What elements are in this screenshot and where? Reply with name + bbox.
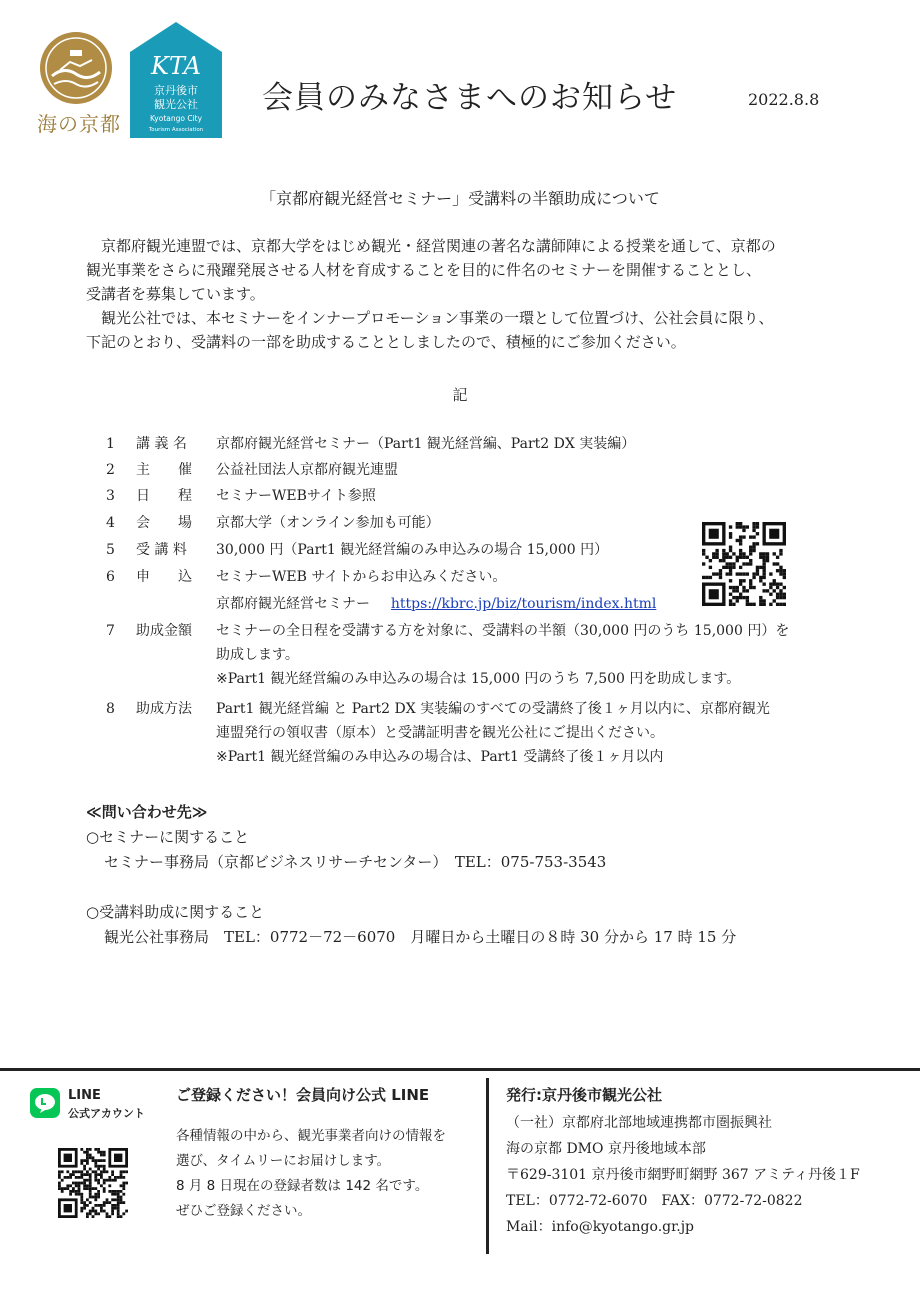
line-signup-body xyxy=(176,1124,446,1224)
line-qr-code-icon[interactable] xyxy=(58,1148,128,1218)
line-body-line: ぜひご登録ください。 xyxy=(176,1203,311,1219)
page-title: 会員のみなさまへのお知らせ xyxy=(262,80,678,116)
publisher-line: （一社）京都府北部地域連携都市圏振興社 xyxy=(506,1115,772,1131)
kyotango-tourism-logo xyxy=(130,22,222,138)
line-logo-text: LINE xyxy=(68,1088,101,1103)
line-body-line: 選び、タイムリーにお届けします。 xyxy=(176,1153,391,1169)
item-value-line: セミナーの全日程を受講する方を対象に、受講料の半額（30,000 円のうち 15,000 円）を xyxy=(216,623,790,639)
ki-heading: 記 xyxy=(452,386,468,404)
umi-no-kyoto-logo xyxy=(34,32,120,142)
item-value: 公益社団法人京都府観光連盟 xyxy=(216,462,398,478)
intro-line: 京都府観光連盟では、京都大学をはじめ観光・経営関連の著名な講師陣による授業を通して、京都の xyxy=(101,237,776,255)
footer-divider xyxy=(0,1068,920,1071)
item-value-line: ※Part1 観光経営編のみ申込みの場合は 15,000 円のうち 7,500 円を助成します。 xyxy=(216,671,741,687)
publisher-line: 海の京都 DMO 京丹後地域本部 xyxy=(506,1141,706,1157)
apply-link-prefix: 京都府観光経営セミナー xyxy=(216,596,370,612)
item-value: 京都大学（オンライン参加も可能） xyxy=(216,515,440,531)
item-number: 6 xyxy=(106,569,115,585)
item-label: 助成金額 xyxy=(136,623,192,639)
seminar-website-link[interactable]: https://kbrc.jp/biz/tourism/index.html xyxy=(390,596,657,612)
item-label: 受 講 料 xyxy=(136,542,187,558)
item-number: 4 xyxy=(106,515,115,531)
contact-subsidy-title: ○受講料助成に関すること xyxy=(86,903,265,921)
intro-line: 下記のとおり、受講料の一部を助成することとしましたので、積極的にご参加ください。 xyxy=(86,333,686,351)
line-icon xyxy=(30,1088,60,1118)
intro-paragraph-1 xyxy=(86,234,846,354)
item-label: 主 催 xyxy=(136,462,192,478)
item-label: 助成方法 xyxy=(136,701,192,717)
subject-heading: 「京都府観光経営セミナー」受講料の半額助成について xyxy=(260,189,660,208)
contact-section xyxy=(86,800,736,950)
umi-no-kyoto-emblem-icon xyxy=(40,32,112,104)
publisher-title: 発行:京丹後市観光公社 xyxy=(506,1086,662,1104)
logo-line-2: 観光公社 xyxy=(154,98,198,111)
contact-seminar-title: ○セミナーに関すること xyxy=(86,828,250,846)
logo-mark-text: KTA xyxy=(151,52,201,80)
item-label: 会 場 xyxy=(136,515,192,531)
item-label: 申 込 xyxy=(136,569,192,585)
item-number: 1 xyxy=(106,436,115,452)
publisher-email: Mail：info@kyotango.gr.jp xyxy=(506,1219,695,1235)
line-signup-title: ご登録ください！会員向け公式 LINE xyxy=(176,1086,430,1104)
line-body-line: 各種情報の中から、観光事業者向けの情報を xyxy=(176,1128,446,1144)
contact-heading: ≪問い合わせ先≫ xyxy=(86,803,208,821)
item-value xyxy=(216,697,856,769)
logo-line-3: Kyotango City xyxy=(149,114,203,123)
issue-date: 2022.8.8 xyxy=(748,90,820,109)
line-official-account-logo xyxy=(30,1088,170,1124)
item-value-line: 助成します。 xyxy=(216,647,299,663)
seminar-qr-code-icon xyxy=(702,522,786,606)
item-number: 3 xyxy=(106,488,115,504)
item-value-line: 連盟発行の領収書（原本）と受講証明書を観光公社にご提出ください。 xyxy=(216,725,664,741)
item-value: 京都府観光経営セミナー（Part1 観光経営編、Part2 DX 実装編） xyxy=(216,436,636,452)
item-value: セミナーWEBサイト参照 xyxy=(216,488,376,504)
contact-subsidy-detail: 観光公社事務局 TEL：0772－72－6070 月曜日から土曜日の８時 30 分から 17 時 15 分 xyxy=(104,928,737,946)
item-value: 30,000 円（Part1 観光経営編のみ申込みの場合 15,000 円） xyxy=(216,542,609,558)
intro-line: 観光事業をさらに飛躍発展させる人材を育成することを目的に件名のセミナーを開催することとし、 xyxy=(86,261,762,279)
item-number: 7 xyxy=(106,623,115,639)
umi-no-kyoto-logo-text: 海の京都 xyxy=(37,112,121,136)
intro-line: 受講者を募集しています。 xyxy=(86,285,265,303)
logo-line-4: Tourism Association xyxy=(148,127,204,133)
item-number: 8 xyxy=(106,701,115,717)
publisher-line: 〒629-3101 京丹後市網野町網野 367 アミティ丹後１F xyxy=(506,1167,860,1183)
item-label: 日 程 xyxy=(136,488,192,504)
footer-vertical-divider xyxy=(486,1078,489,1254)
line-body-line: 8 月 8 日現在の登録者数は 142 名です。 xyxy=(176,1178,429,1194)
item-value xyxy=(216,619,856,691)
contact-seminar-detail: セミナー事務局（京都ビジネスリサーチセンター） TEL：075-753-3543 xyxy=(104,853,607,871)
item-value-line: Part1 観光経営編 と Part2 DX 実装編のすべての受講終了後１ヶ月以内に、京都府観光 xyxy=(216,701,770,717)
item-number: 5 xyxy=(106,542,115,558)
line-logo-subtext: 公式アカウント xyxy=(68,1107,145,1120)
publisher-line: TEL：0772-72-6070 FAX：0772-72-0822 xyxy=(506,1193,803,1209)
logo-line-1: 京丹後市 xyxy=(154,84,198,97)
item-value-line: ※Part1 観光経営編のみ申込みの場合は、Part1 受講終了後１ヶ月以内 xyxy=(216,749,664,765)
item-number: 2 xyxy=(106,462,115,478)
item-label: 講 義 名 xyxy=(136,436,187,452)
publisher-info xyxy=(506,1110,860,1240)
intro-line: 観光公社では、本セミナーをインナープロモーション事業の一環として位置づけ、公社会員に限り、 xyxy=(101,309,774,327)
item-value: セミナーWEB サイトからお申込みください。 xyxy=(216,569,507,585)
